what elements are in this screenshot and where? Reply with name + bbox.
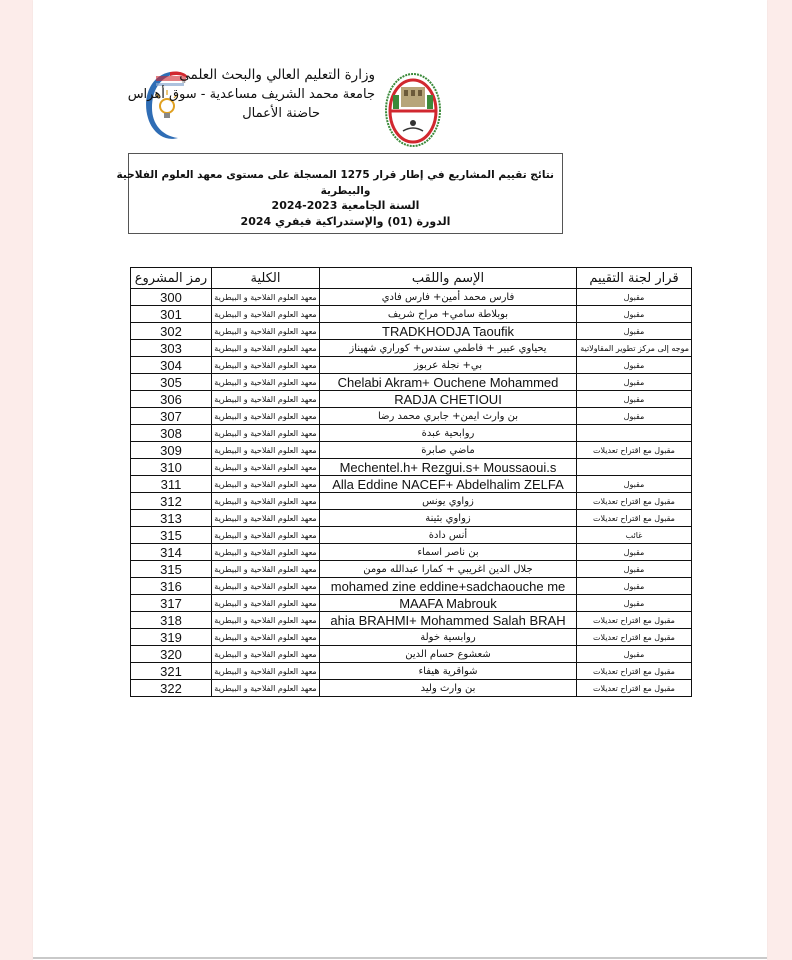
project-code-cell: 300 <box>131 289 212 306</box>
name-cell: بن وارث ايمن+ جابري محمد رضا <box>320 408 577 425</box>
decision-cell: مقبول مع اقتراح تعديلات <box>577 629 692 646</box>
project-code-cell: 311 <box>131 476 212 493</box>
table-row <box>131 442 692 459</box>
header-name: الإسم واللقب <box>320 268 577 289</box>
table-row <box>131 595 692 612</box>
table-row <box>131 510 692 527</box>
name-cell: ماضي صابرة <box>320 442 577 459</box>
university-name: جامعة محمد الشريف مساعدية - سوق أهراس <box>127 87 375 102</box>
table-row <box>131 680 692 697</box>
decision-cell <box>577 459 692 476</box>
faculty-cell: معهد العلوم الفلاحية و البيطرية <box>212 306 320 323</box>
project-code-cell: 304 <box>131 357 212 374</box>
name-cell: mohamed zine eddine+sadchaouche me <box>320 578 577 595</box>
table-row <box>131 578 692 595</box>
faculty-cell: معهد العلوم الفلاحية و البيطرية <box>212 374 320 391</box>
project-code-cell: 308 <box>131 425 212 442</box>
table-row <box>131 663 692 680</box>
name-cell: Alla Eddine NACEF+ Abdelhalim ZELFA <box>320 476 577 493</box>
faculty-cell: معهد العلوم الفلاحية و البيطرية <box>212 493 320 510</box>
name-cell: بن ناصر اسماء <box>320 544 577 561</box>
results-table <box>130 267 692 697</box>
table-row <box>131 544 692 561</box>
project-code-cell: 310 <box>131 459 212 476</box>
name-cell: شعشوع حسام الدين <box>320 646 577 663</box>
title-box <box>116 153 563 234</box>
table-row <box>131 340 692 357</box>
name-cell: RADJA CHETIOUI <box>320 391 577 408</box>
name-cell: جلال الدين اغريبي + كمارا عبدالله مومن <box>320 561 577 578</box>
table-header-row <box>131 268 692 289</box>
faculty-cell: معهد العلوم الفلاحية و البيطرية <box>212 629 320 646</box>
faculty-cell: معهد العلوم الفلاحية و البيطرية <box>212 561 320 578</box>
name-cell: فارس محمد أمين+ فارس فادي <box>320 289 577 306</box>
name-cell: بن وارث وليد <box>320 680 577 697</box>
name-cell: MAAFA Mabrouk <box>320 595 577 612</box>
faculty-cell: معهد العلوم الفلاحية و البيطرية <box>212 578 320 595</box>
project-code-cell: 318 <box>131 612 212 629</box>
table-row <box>131 408 692 425</box>
academic-year: السنة الجامعية 2023-2024 <box>271 199 420 212</box>
project-code-cell: 316 <box>131 578 212 595</box>
faculty-cell: معهد العلوم الفلاحية و البيطرية <box>212 408 320 425</box>
decision-cell: مقبول <box>577 595 692 612</box>
project-code-cell: 315 <box>131 561 212 578</box>
decision-cell: مقبول <box>577 561 692 578</box>
table-row <box>131 527 692 544</box>
project-code-cell: 314 <box>131 544 212 561</box>
decision-cell: مقبول <box>577 289 692 306</box>
faculty-cell: معهد العلوم الفلاحية و البيطرية <box>212 459 320 476</box>
decision-cell: مقبول مع اقتراح تعديلات <box>577 663 692 680</box>
table-row <box>131 323 692 340</box>
decision-cell: مقبول مع اقتراح تعديلات <box>577 612 692 629</box>
name-cell: شواقرية هيفاء <box>320 663 577 680</box>
project-code-cell: 313 <box>131 510 212 527</box>
sheet-edge <box>33 957 767 959</box>
project-code-cell: 322 <box>131 680 212 697</box>
name-cell: أنس دادة <box>320 527 577 544</box>
session-info: الدورة (01) والإستدراكية فيفري 2024 <box>240 215 451 228</box>
table-row <box>131 561 692 578</box>
table-row <box>131 357 692 374</box>
name-cell: Mechentel.h+ Rezgui.s+ Moussaoui.s <box>320 459 577 476</box>
name-cell: TRADKHODJA Taoufik <box>320 323 577 340</box>
table-row <box>131 493 692 510</box>
faculty-cell: معهد العلوم الفلاحية و البيطرية <box>212 510 320 527</box>
project-code-cell: 309 <box>131 442 212 459</box>
table-row <box>131 306 692 323</box>
title-line-1: نتائج تقييم المشاريع في إطار قرار 1275 المسجلة على مستوى معهد العلوم الفلاحية <box>116 169 554 181</box>
table-row <box>131 629 692 646</box>
name-cell: زواوي يونس <box>320 493 577 510</box>
faculty-cell: معهد العلوم الفلاحية و البيطرية <box>212 680 320 697</box>
faculty-cell: معهد العلوم الفلاحية و البيطرية <box>212 612 320 629</box>
project-code-cell: 321 <box>131 663 212 680</box>
project-code-cell: 305 <box>131 374 212 391</box>
project-code-cell: 307 <box>131 408 212 425</box>
header-code: رمز المشروع <box>131 268 212 289</box>
decision-cell: مقبول <box>577 374 692 391</box>
decision-cell: مقبول مع اقتراح تعديلات <box>577 442 692 459</box>
decision-cell: موجه إلى مركز تطوير المقاولاتية <box>577 340 692 357</box>
title-line-2: والبيطرية <box>320 185 371 197</box>
name-cell: روابسية خولة <box>320 629 577 646</box>
table-row <box>131 646 692 663</box>
ministry-name: وزارة التعليم العالي والبحث العلمي <box>179 67 375 83</box>
faculty-cell: معهد العلوم الفلاحية و البيطرية <box>212 442 320 459</box>
project-code-cell: 306 <box>131 391 212 408</box>
name-cell: روابحية عبدة <box>320 425 577 442</box>
header-decision: قرار لجنة التقييم <box>577 268 692 289</box>
table-row <box>131 425 692 442</box>
table-row <box>131 476 692 493</box>
project-code-cell: 319 <box>131 629 212 646</box>
project-code-cell: 320 <box>131 646 212 663</box>
faculty-cell: معهد العلوم الفلاحية و البيطرية <box>212 646 320 663</box>
decision-cell: مقبول <box>577 408 692 425</box>
project-code-cell: 317 <box>131 595 212 612</box>
faculty-cell: معهد العلوم الفلاحية و البيطرية <box>212 476 320 493</box>
table-row <box>131 391 692 408</box>
faculty-cell: معهد العلوم الفلاحية و البيطرية <box>212 289 320 306</box>
decision-cell: مقبول <box>577 306 692 323</box>
faculty-cell: معهد العلوم الفلاحية و البيطرية <box>212 527 320 544</box>
faculty-cell: معهد العلوم الفلاحية و البيطرية <box>212 391 320 408</box>
name-cell: ahia BRAHMI+ Mohammed Salah BRAH <box>320 612 577 629</box>
decision-cell: مقبول <box>577 578 692 595</box>
faculty-cell: معهد العلوم الفلاحية و البيطرية <box>212 340 320 357</box>
header-faculty: الكلية <box>212 268 320 289</box>
faculty-cell: معهد العلوم الفلاحية و البيطرية <box>212 595 320 612</box>
name-cell: زواوي بثينة <box>320 510 577 527</box>
decision-cell: مقبول <box>577 357 692 374</box>
project-code-cell: 302 <box>131 323 212 340</box>
project-code-cell: 312 <box>131 493 212 510</box>
project-code-cell: 301 <box>131 306 212 323</box>
name-cell: Chelabi Akram+ Ouchene Mohammed <box>320 374 577 391</box>
project-code-cell: 303 <box>131 340 212 357</box>
table-row <box>131 459 692 476</box>
decision-cell: مقبول <box>577 476 692 493</box>
decision-cell: مقبول <box>577 323 692 340</box>
faculty-cell: معهد العلوم الفلاحية و البيطرية <box>212 544 320 561</box>
name-cell: يحياوي عبير + فاطمي سندس+ كوراري شهيناز <box>320 340 577 357</box>
institution-header <box>127 66 375 123</box>
decision-cell: مقبول <box>577 391 692 408</box>
decision-cell: مقبول مع اقتراح تعديلات <box>577 510 692 527</box>
university-seal-icon <box>383 65 443 150</box>
faculty-cell: معهد العلوم الفلاحية و البيطرية <box>212 357 320 374</box>
decision-cell: مقبول مع اقتراح تعديلات <box>577 493 692 510</box>
table-row <box>131 289 692 306</box>
name-cell: بي+ نجلة عربوز <box>320 357 577 374</box>
project-code-cell: 315 <box>131 527 212 544</box>
decision-cell <box>577 425 692 442</box>
faculty-cell: معهد العلوم الفلاحية و البيطرية <box>212 663 320 680</box>
name-cell: بوبلاطة سامي+ مراح شريف <box>320 306 577 323</box>
decision-cell: مقبول <box>577 646 692 663</box>
decision-cell: غائب <box>577 527 692 544</box>
decision-cell: مقبول <box>577 544 692 561</box>
faculty-cell: معهد العلوم الفلاحية و البيطرية <box>212 425 320 442</box>
incubator-name: حاضنة الأعمال <box>242 106 320 121</box>
faculty-cell: معهد العلوم الفلاحية و البيطرية <box>212 323 320 340</box>
table-row <box>131 374 692 391</box>
table-row <box>131 612 692 629</box>
decision-cell: مقبول مع اقتراح تعديلات <box>577 680 692 697</box>
